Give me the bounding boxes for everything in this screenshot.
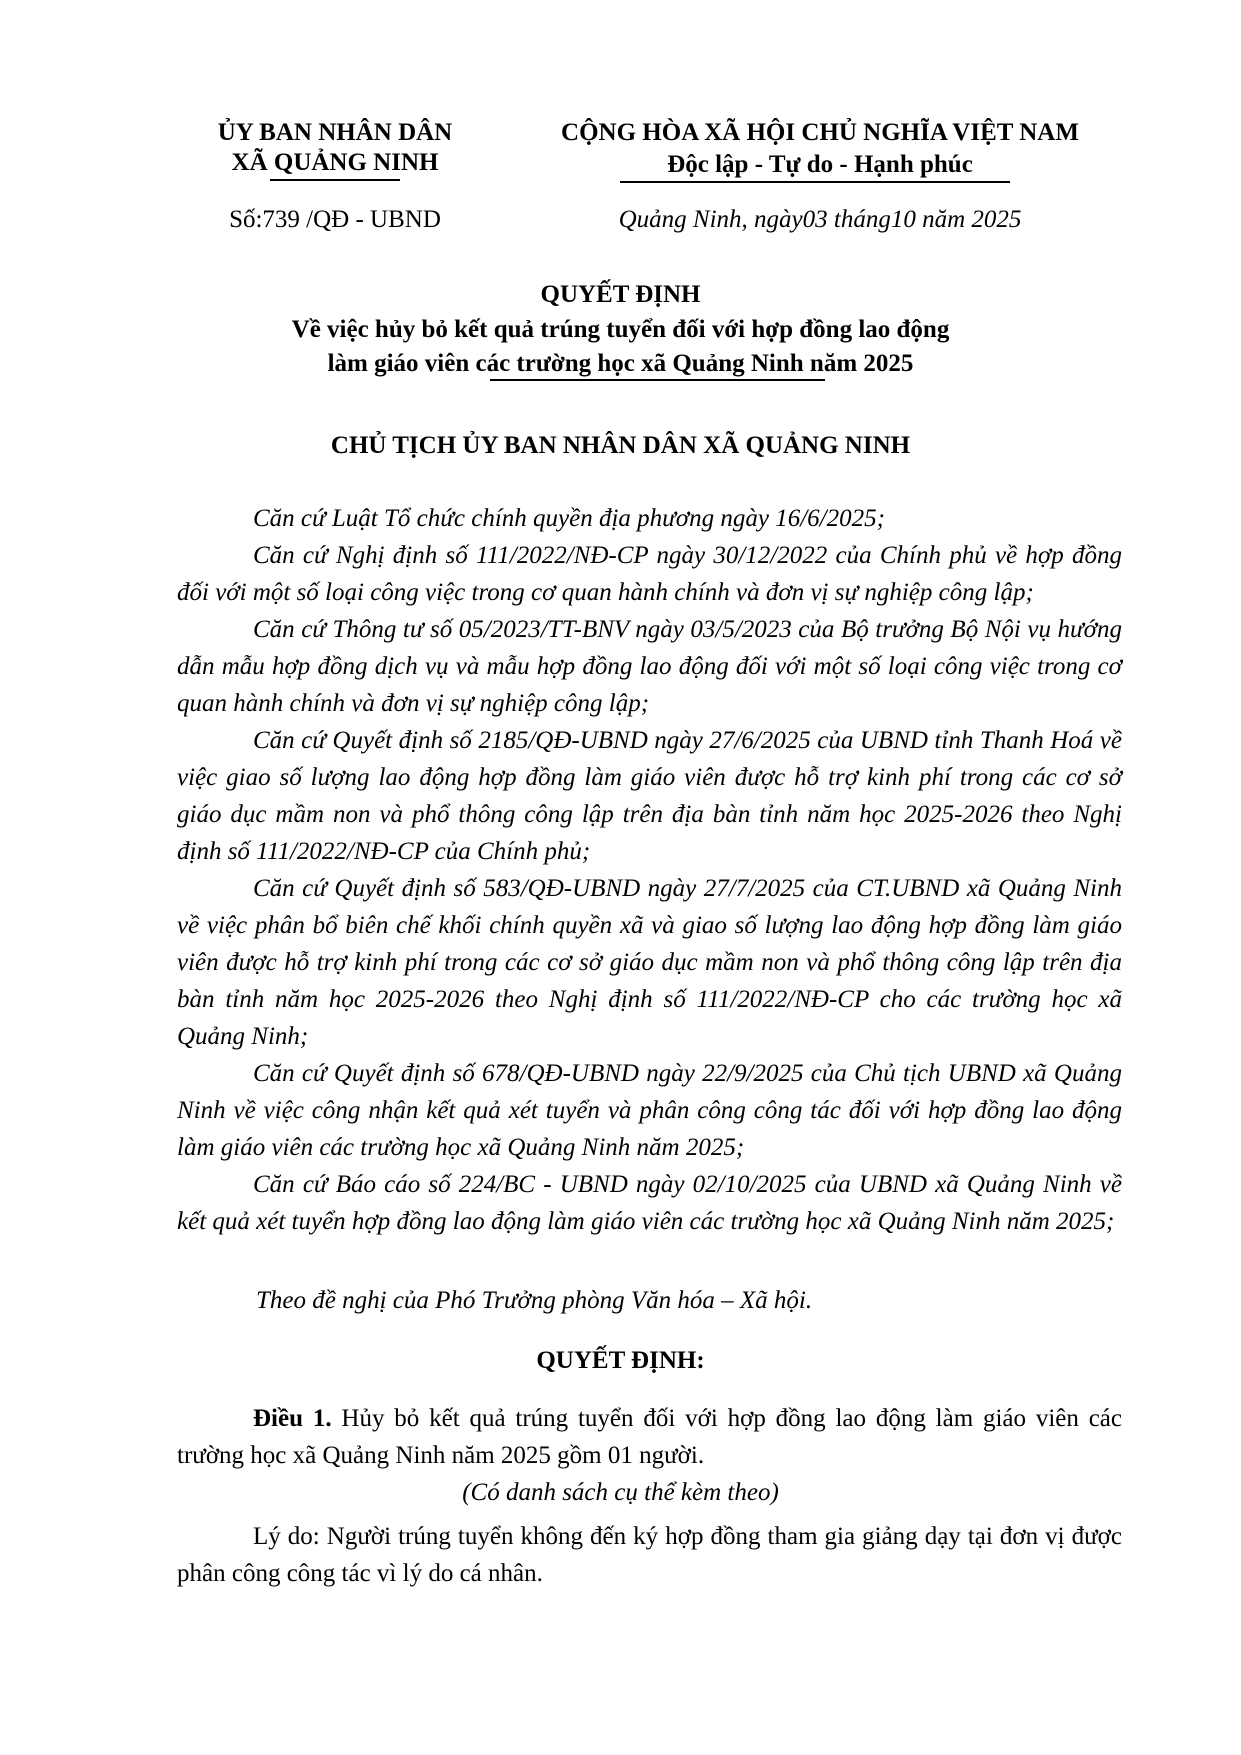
document-type-heading: QUYẾT ĐỊNH xyxy=(540,281,701,308)
issuing-authority: CHỦ TỊCH ỦY BAN NHÂN DÂN XÃ QUẢNG NINH xyxy=(330,432,911,459)
motto-underline xyxy=(620,181,1010,183)
basis-item: Căn cứ Thông tư số 05/2023/TT-BNV ngày 03/5/2023 của Bộ trưởng Bộ Nội vụ hướng dẫn mẫu hợp đồng dịch vụ và mẫu hợp đồng lao động đối với một số loại công việc trong cơ quan hành chính và đơn vị sự nghiệp công lập; xyxy=(177,616,1122,717)
agency-subunit: XÃ QUẢNG NINH xyxy=(231,149,439,176)
decision-heading: QUYẾT ĐỊNH: xyxy=(536,1347,705,1374)
nation-name: CỘNG HÒA XÃ HỘI CHỦ NGHĨA VIỆT NAM xyxy=(561,119,1079,146)
article-1-label: Điều 1. xyxy=(253,1405,332,1432)
basis-item: Căn cứ Báo cáo số 224/BC - UBND ngày 02/10/2025 của UBND xã Quảng Ninh về kết quả xét tuyển hợp đồng lao động làm giáo viên các trường học xã Quảng Ninh năm 2025; xyxy=(177,1171,1122,1235)
basis-item: Căn cứ Nghị định số 111/2022/NĐ-CP ngày 30/12/2022 của Chính phủ về hợp đồng đối với một số loại công việc trong cơ quan hành chính và đơn vị sự nghiệp công lập; xyxy=(177,542,1122,606)
article-1-reason xyxy=(177,1518,1122,1592)
issue-date: Quảng Ninh, ngày03 tháng10 năm 2025 xyxy=(618,206,1022,233)
attachment-note: (Có danh sách cụ thể kèm theo) xyxy=(462,1479,779,1506)
national-motto: Độc lập - Tự do - Hạnh phúc xyxy=(667,151,973,178)
basis-item: Căn cứ Luật Tổ chức chính quyền địa phương ngày 16/6/2025; xyxy=(253,505,885,532)
proposal-line: Theo đề nghị của Phó Trưởng phòng Văn hóa – Xã hội. xyxy=(256,1287,813,1314)
subject-line-2: làm giáo viên các trường học xã Quảng Ninh năm 2025 xyxy=(327,350,914,377)
agency-name: ỦY BAN NHÂN DÂN xyxy=(217,119,453,146)
article-1 xyxy=(177,1400,1122,1474)
basis-item: Căn cứ Quyết định số 583/QĐ-UBND ngày 27/7/2025 của CT.UBND xã Quảng Ninh về việc phân bổ biên chế khối chính quyền xã và giao số lượng lao động hợp đồng làm giáo viên được hỗ trợ kinh phí trong các cơ sở giáo dục mầm non và phổ thông công lập trên địa bàn tỉnh năm học 2025-2026 theo Nghị định số 111/2022/NĐ-CP cho các trường học xã Quảng Ninh; xyxy=(177,875,1122,1050)
subject-line-1: Về việc hủy bỏ kết quả trúng tuyển đối với hợp đồng lao động xyxy=(291,316,950,343)
basis-item: Căn cứ Quyết định số 678/QĐ-UBND ngày 22/9/2025 của Chủ tịch UBND xã Quảng Ninh về việc công nhận kết quả xét tuyển và phân công công tác đối với hợp đồng lao động làm giáo viên các trường học xã Quảng Ninh năm 2025; xyxy=(177,1060,1122,1161)
reason-text: Lý do: Người trúng tuyển không đến ký hợp đồng tham gia giảng dạy tại đơn vị được phân công công tác vì lý do cá nhân. xyxy=(177,1523,1122,1587)
basis-item: Căn cứ Quyết định số 2185/QĐ-UBND ngày 27/6/2025 của UBND tỉnh Thanh Hoá về việc giao số lượng lao động hợp đồng làm giáo viên được hỗ trợ kinh phí trong các cơ sở giáo dục mầm non và phổ thông công lập trên địa bàn tỉnh năm học 2025-2026 theo Nghị định số 111/2022/NĐ-CP của Chính phủ; xyxy=(177,727,1122,865)
article-1-text: Hủy bỏ kết quả trúng tuyển đối với hợp đồng lao động làm giáo viên các trường học xã Quảng Ninh năm 2025 gồm 01 người. xyxy=(177,1405,1122,1469)
document-number: Số:739 /QĐ - UBND xyxy=(229,206,441,233)
legal-bases xyxy=(177,500,1122,1240)
agency-underline xyxy=(270,179,400,181)
subject-underline xyxy=(490,379,825,381)
